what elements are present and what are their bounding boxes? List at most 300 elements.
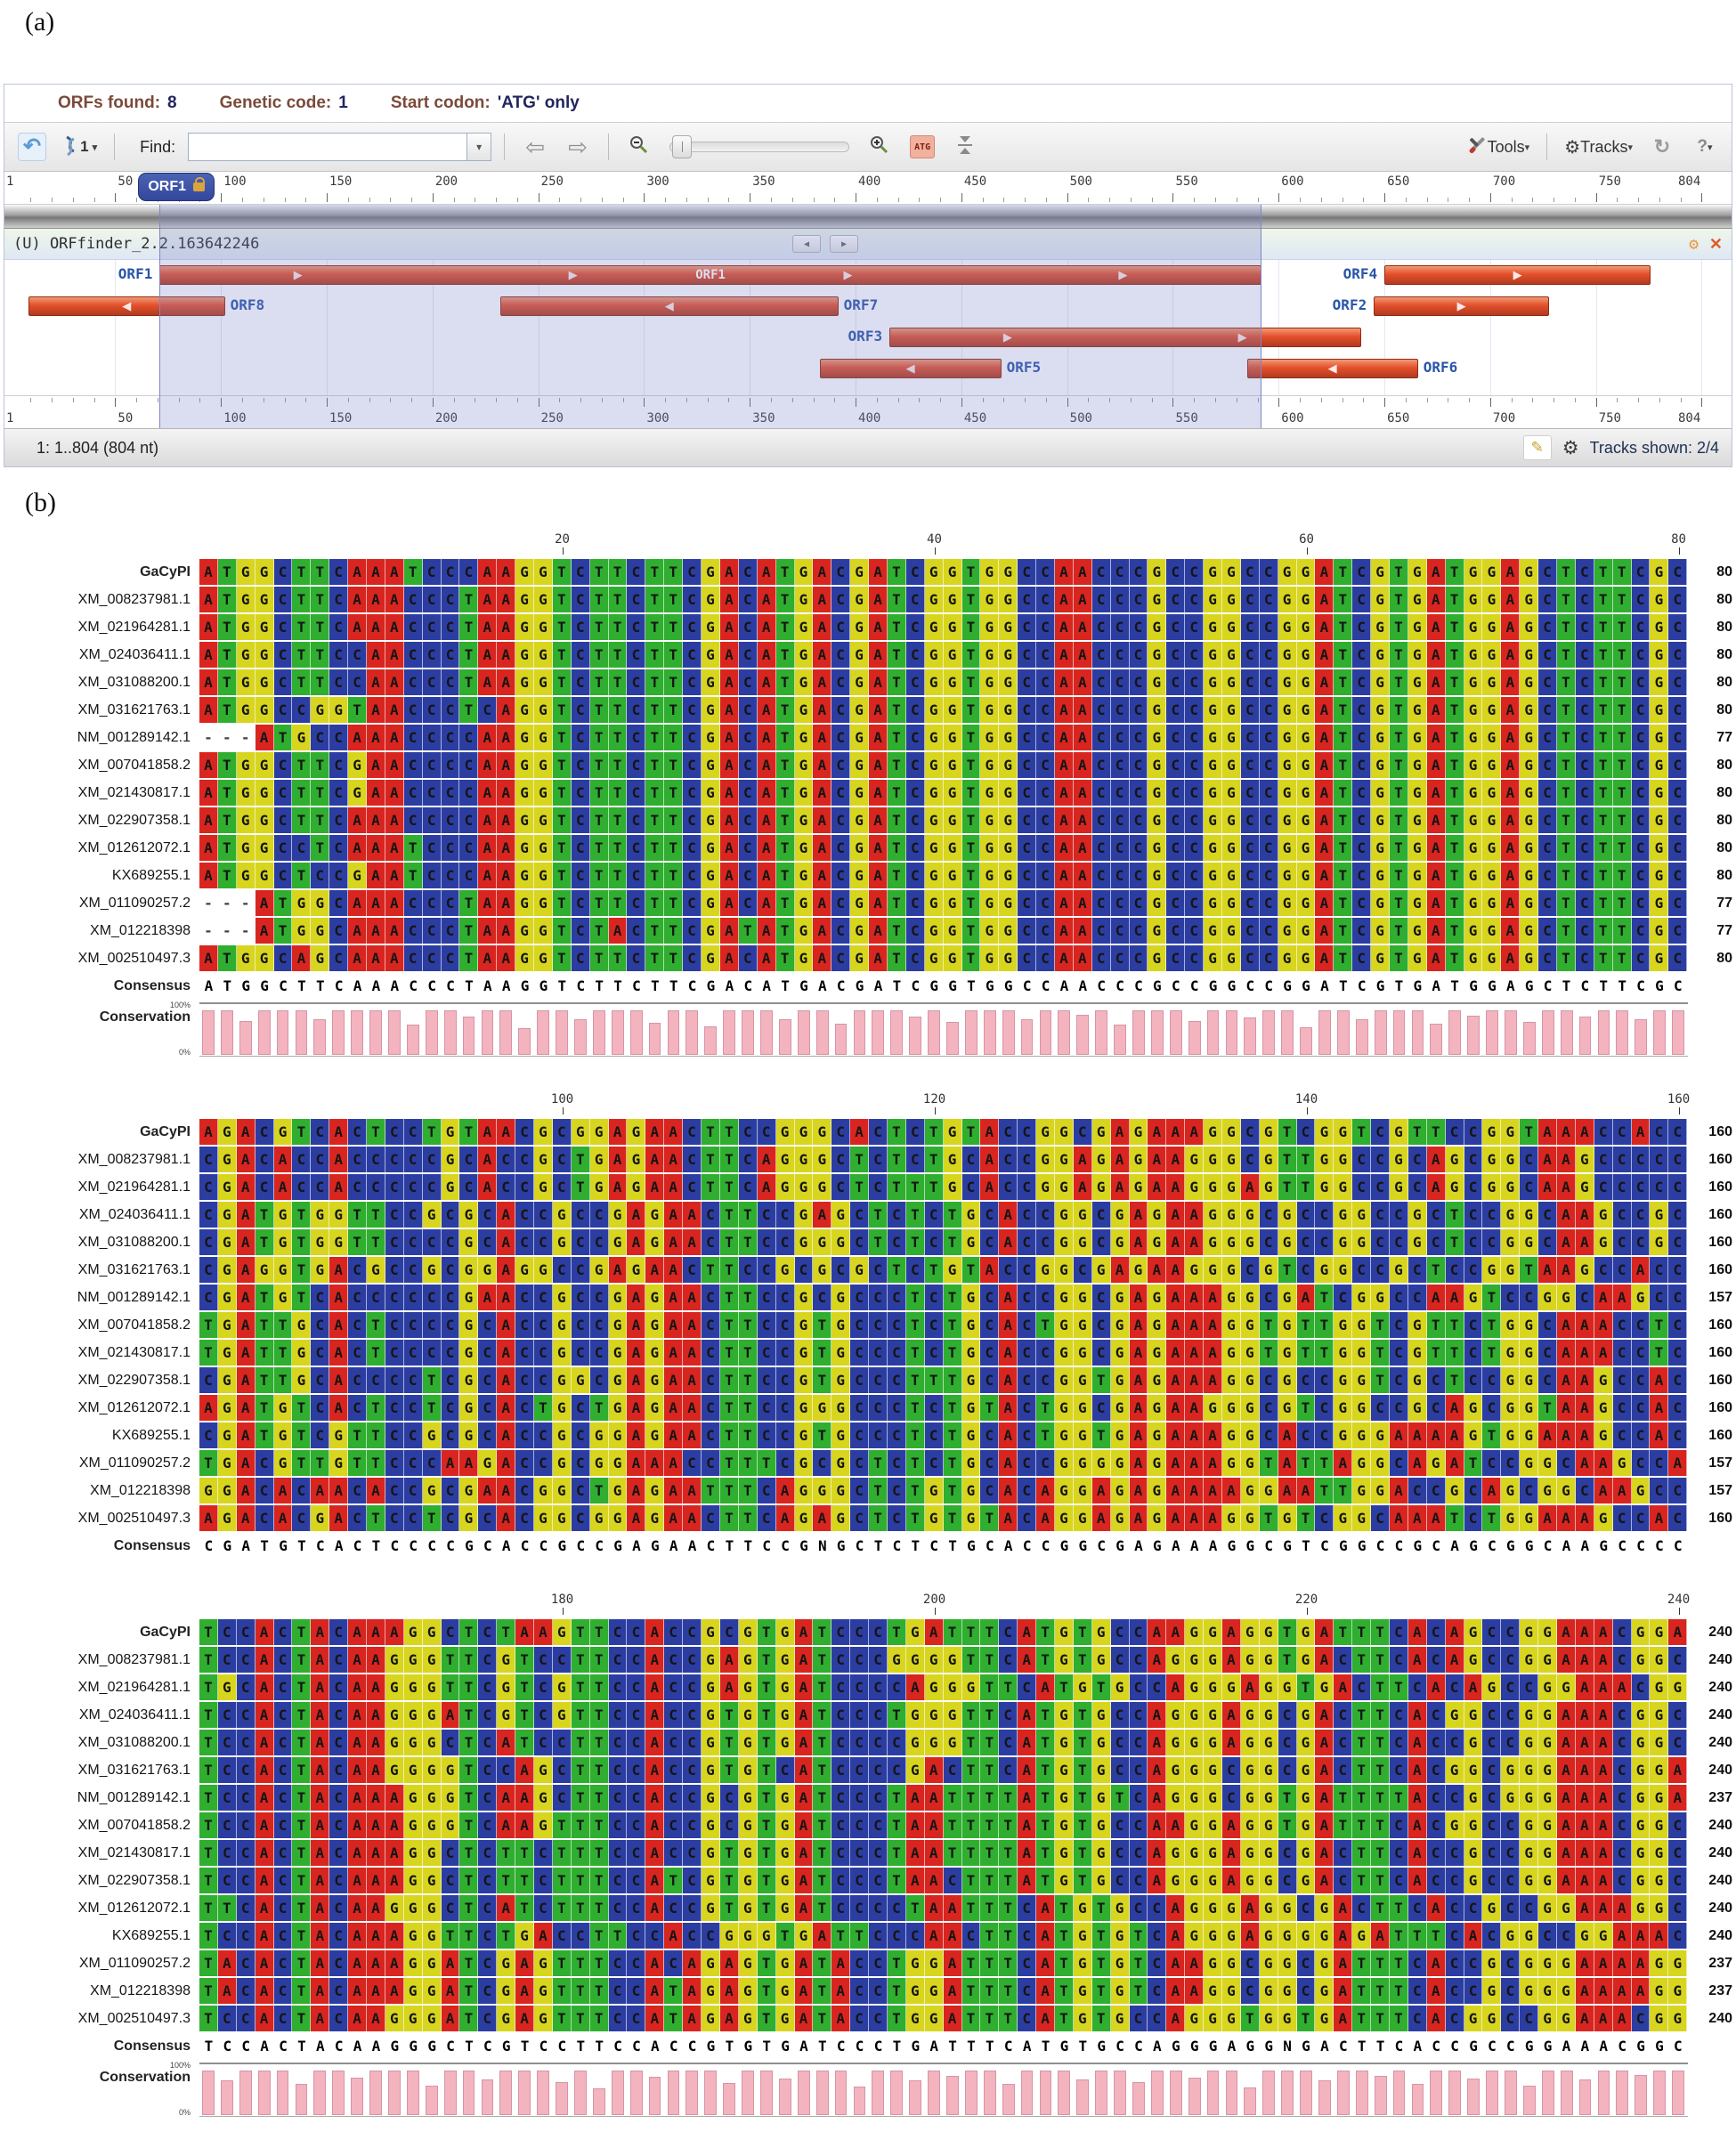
consensus-cell: G (1148, 1533, 1166, 1559)
alignment-cell: C (1092, 697, 1111, 723)
alignment-cell: T (664, 1868, 683, 1893)
alignment-cell: C (348, 1257, 367, 1283)
alignment-cell: C (869, 1757, 888, 1783)
alignment-cell: G (1446, 1757, 1464, 1783)
chevron-down-icon: ▾ (92, 142, 98, 153)
conservation-bar (1002, 1010, 1015, 1055)
tracks-gear-icon[interactable]: ⚙ (1562, 437, 1579, 458)
alignment-cell: T (758, 1674, 776, 1700)
track-close-icon[interactable]: ✕ (1708, 234, 1723, 253)
alignment-cell: T (534, 1395, 553, 1421)
alignment-cell: C (256, 1119, 274, 1145)
alignment-cell: C (1018, 1229, 1036, 1255)
alignment-cell: C (702, 1312, 720, 1338)
orf-bar-orf7[interactable] (500, 296, 839, 316)
sequence-name: GaCyPI (140, 1625, 191, 1640)
undo-button[interactable] (13, 131, 51, 163)
help-menu-button[interactable] (1687, 131, 1723, 163)
alignment-cell: A (664, 1202, 683, 1228)
alignment-cell: C (627, 1895, 645, 1921)
alignment-cell: C (218, 1757, 237, 1783)
track-prev-button[interactable]: ◀ (792, 235, 821, 253)
alignment-cell: A (683, 1340, 702, 1366)
alignment-cell: C (1371, 1174, 1390, 1200)
alignment-block-1 (4, 532, 1732, 1057)
alignment-cell: G (1222, 642, 1241, 668)
zoom-out-button[interactable] (621, 131, 657, 163)
alignment-cell: A (329, 1174, 348, 1200)
alignment-cell: G (1222, 780, 1241, 806)
alignment-cell: C (831, 1702, 850, 1728)
alignment-row (4, 752, 1732, 780)
alignment-cell: T (645, 642, 664, 668)
alignment-cell: G (1260, 1950, 1278, 1976)
alignment-cell: A (1576, 1950, 1594, 1976)
alignment-cell: G (1260, 1147, 1278, 1172)
alignment-cell: A (1427, 1174, 1446, 1200)
alignment-cell: C (831, 642, 850, 668)
alignment-row (4, 1674, 1732, 1702)
alignment-cell: G (1520, 752, 1538, 778)
sequence-name: XM_031621763.1 (77, 1763, 191, 1778)
alignment-cell: G (1260, 1478, 1278, 1504)
alignment-cell: C (348, 1478, 367, 1504)
alignment-cell: G (831, 1367, 850, 1393)
ruler-tick (1131, 198, 1132, 202)
consensus-cell: G (1594, 1533, 1613, 1559)
alignment-cell: T (962, 1840, 981, 1866)
alignment-cell: C (1222, 1757, 1241, 1783)
alignment-cell: G (1464, 1395, 1483, 1421)
alignment-cell: T (609, 890, 628, 916)
alignment-cell: G (1576, 1923, 1594, 1949)
alignment-cell: C (423, 1229, 442, 1255)
zoom-slider-handle[interactable] (672, 135, 692, 158)
alignment-cell: C (1352, 863, 1371, 888)
alignment-cell: C (850, 1840, 869, 1866)
alignment-cell: C (850, 1647, 869, 1673)
alignment-cell: C (1594, 1257, 1613, 1283)
alignment-cell: G (1148, 1229, 1166, 1255)
alignment-cell: A (1074, 697, 1092, 723)
alignment-cell: A (1055, 697, 1074, 723)
orf-bar-orf6[interactable] (1247, 359, 1418, 378)
alignment-cell: G (1371, 780, 1390, 806)
alignment-cell: T (274, 1367, 293, 1393)
alignment-cell: G (1148, 642, 1166, 668)
alignment-cell: G (795, 1285, 814, 1310)
pan-left-button[interactable] (517, 131, 553, 163)
alignment-cell: G (534, 945, 553, 971)
ruler-number: 500 (1069, 411, 1092, 426)
alignment-cell: C (1018, 1674, 1036, 1700)
alignment-cell: A (627, 1285, 645, 1310)
alignment-cell: A (1074, 945, 1092, 971)
alignment-cell: C (1668, 1647, 1687, 1673)
alignment-cell: A (1446, 1422, 1464, 1448)
consensus-cell: G (962, 1533, 981, 1559)
alignment-cell: A (1538, 1505, 1557, 1531)
alignment-cell: T (292, 1202, 311, 1228)
alignment-cell: C (385, 1147, 404, 1172)
conservation-bar (463, 1017, 475, 1055)
alignment-cell: G (1074, 1674, 1092, 1700)
alignment-cell: C (683, 918, 702, 944)
tools-menu-button[interactable] (1462, 131, 1535, 163)
alignment-cell: G (1278, 725, 1297, 750)
alignment-cell: C (1632, 1174, 1651, 1200)
alignment-cell: T (459, 1119, 478, 1145)
alignment-cell: G (645, 1285, 664, 1310)
alignment-cell: G (795, 669, 814, 695)
alignment-cell: T (1650, 1312, 1668, 1338)
alignment-cell: G (1055, 1730, 1074, 1755)
alignment-cell: G (1482, 614, 1501, 640)
alignment-cell: C (627, 559, 645, 585)
alignment-cell: C (1036, 890, 1055, 916)
alignment-cell: A (1613, 1923, 1632, 1949)
alignment-cell: C (999, 1119, 1018, 1145)
strand-select-button[interactable] (58, 131, 101, 163)
alignment-cell: G (256, 587, 274, 612)
alignment-cell: A (1315, 945, 1334, 971)
alignment-cell: A (1576, 1812, 1594, 1838)
alignment-cell: C (256, 1478, 274, 1504)
alignment-cell: G (906, 1730, 925, 1755)
alignment-cell: A (1427, 1422, 1446, 1448)
conservation-bar (1151, 1010, 1164, 1055)
orf-bar-orf4[interactable] (1384, 265, 1651, 285)
alignment-cell: G (1501, 1505, 1520, 1531)
alignment-cell: G (423, 1202, 442, 1228)
alignment-cell: C (1260, 807, 1278, 833)
arrow-left-icon: ◀ (905, 361, 915, 375)
alignment-cell: C (1130, 1647, 1148, 1673)
alignment-cell: C (1018, 1367, 1036, 1393)
alignment-cell: A (758, 1147, 776, 1172)
alignment-cell: C (1632, 1147, 1651, 1172)
alignment-cell: T (1390, 863, 1408, 888)
ruler-number: 550 (1175, 411, 1198, 426)
alignment-cell: A (683, 1978, 702, 2004)
alignment-cell: G (1148, 807, 1166, 833)
orf-bar-orf8[interactable] (28, 296, 225, 316)
alignment-cell: T (459, 1923, 478, 1949)
alignment-cell: T (590, 1840, 609, 1866)
alignment-cell: T (888, 725, 906, 750)
alignment-cell: A (1408, 1730, 1427, 1755)
alignment-cell: C (1538, 807, 1557, 833)
alignment-cell: C (1185, 780, 1204, 806)
alignment-cell: G (1632, 1785, 1651, 1811)
alignment-cell: G (1334, 1395, 1352, 1421)
alignment-cell: A (1446, 1395, 1464, 1421)
alignment-cell: G (962, 1505, 981, 1531)
alignment-cell: G (1185, 1923, 1204, 1949)
ruler-tick (327, 398, 328, 407)
alignment-row (4, 1505, 1732, 1533)
alignment-cell: T (1278, 1812, 1297, 1838)
alignment-cell: T (292, 1950, 311, 1976)
alignment-cell: T (1036, 1647, 1055, 1673)
consensus-cell: A (311, 2033, 329, 2059)
alignment-cell: G (831, 1478, 850, 1504)
alignment-cell: C (850, 2006, 869, 2031)
alignment-cell: T (776, 890, 795, 916)
alignment-cell: T (1371, 1367, 1390, 1393)
alignment-cell: G (1148, 1505, 1166, 1531)
conservation-bar (1076, 1015, 1089, 1055)
orf1-marker[interactable] (138, 173, 215, 201)
alignment-cell: A (199, 642, 218, 668)
consensus-cell: A (1446, 1533, 1464, 1559)
alignment-cell: G (553, 1422, 572, 1448)
row-end-position: 160 (1708, 1317, 1732, 1333)
alignment-cell: G (1334, 1367, 1352, 1393)
alignment-cell: C (1260, 614, 1278, 640)
fit-vertical-button[interactable] (947, 131, 983, 163)
alignment-cell: - (218, 918, 237, 944)
alignment-cell: C (1371, 1147, 1390, 1172)
alignment-cell: T (311, 669, 329, 695)
alignment-cell: T (292, 1674, 311, 1700)
zoom-in-button[interactable] (862, 131, 897, 163)
alignment-cell: A (869, 697, 888, 723)
sequence-cells (199, 918, 1688, 945)
sequence-name: XM_031088200.1 (77, 675, 191, 690)
sequence-cells (199, 1674, 1688, 1702)
find-input[interactable] (188, 133, 466, 161)
alignment-cell: A (1315, 642, 1334, 668)
conservation-bar (369, 1010, 382, 1055)
alignment-cell: A (348, 1757, 367, 1783)
alignment-cell: T (944, 1285, 962, 1310)
refresh-button[interactable] (1644, 131, 1680, 163)
alignment-cell: A (720, 1674, 739, 1700)
alignment-cell: G (1074, 1478, 1092, 1504)
alignment-cell: G (1055, 1757, 1074, 1783)
alignment-cell: T (572, 1785, 590, 1811)
alignment-cell: G (404, 1840, 423, 1866)
alignment-cell: T (199, 1702, 218, 1728)
alignment-cell: T (274, 918, 293, 944)
ruler-tick (496, 198, 497, 202)
alignment-cell: A (1557, 1505, 1576, 1531)
alignment-cell: C (478, 1422, 497, 1448)
alignment-cell: G (1482, 890, 1501, 916)
conservation-bar (1207, 2071, 1220, 2115)
alignment-cell: G (256, 863, 274, 888)
alignment-cell: G (1650, 697, 1668, 723)
consensus-cell: G (702, 2033, 720, 2059)
consensus-cell: C (1371, 1533, 1390, 1559)
tracks-menu-button[interactable] (1560, 131, 1637, 163)
sequence-bar[interactable] (4, 205, 1732, 229)
alignment-cell: G (1297, 918, 1316, 944)
track-next-button[interactable]: ▶ (830, 235, 858, 253)
alignment-cell: T (1352, 1702, 1371, 1728)
alignment-cell: T (944, 1395, 962, 1421)
conservation-bar (742, 1010, 754, 1055)
orf-bar-orf2[interactable] (1374, 296, 1549, 316)
ruler-tick (898, 398, 899, 402)
alignment-cell: A (944, 1950, 962, 1976)
alignment-cell: T (888, 1978, 906, 2004)
alignment-cell: T (1390, 1950, 1408, 1976)
orf-bar-orf1[interactable] (159, 265, 1261, 285)
alignment-cell: T (497, 1619, 515, 1645)
alignment-cell: A (1185, 1478, 1204, 1504)
lock-icon (193, 182, 205, 191)
alignment-cell: C (702, 1450, 720, 1476)
alignment-cell: A (497, 1285, 515, 1310)
alignment-cell: G (944, 1730, 962, 1755)
alignment-cell: A (1315, 1785, 1334, 1811)
alignment-cell: T (553, 697, 572, 723)
alignment-cell: C (1315, 1367, 1334, 1393)
alignment-cell: C (1018, 1478, 1036, 1504)
alignment-cell: G (1501, 1119, 1520, 1145)
alignment-cell: T (1520, 1257, 1538, 1283)
alignment-cell: G (1501, 1478, 1520, 1504)
alignment-cell: T (720, 1422, 739, 1448)
alignment-cell: T (199, 2006, 218, 2031)
alignment-cell: T (459, 1702, 478, 1728)
alignment-row (4, 2006, 1732, 2033)
alignment-cell: G (1371, 752, 1390, 778)
find-dropdown-button[interactable] (466, 133, 491, 161)
alignment-cell: C (1446, 1257, 1464, 1283)
alignment-cell: G (1222, 669, 1241, 695)
alignment-cell: C (1130, 669, 1148, 695)
alignment-cell: G (962, 1367, 981, 1393)
alignment-cell: T (999, 1868, 1018, 1893)
alignment-cell: G (702, 1647, 720, 1673)
edit-pencil-icon[interactable]: ✎ (1523, 435, 1552, 460)
alignment-cell: T (1390, 697, 1408, 723)
alignment-ruler-number: 220 (1294, 1593, 1318, 1607)
alignment-cell: G (237, 559, 256, 585)
alignment-cell: A (1334, 1978, 1352, 2004)
alignment-ruler (4, 532, 1732, 559)
alignment-cell: T (1334, 890, 1352, 916)
orf-bar-orf5[interactable] (820, 359, 1002, 378)
alignment-cell: T (1371, 1950, 1390, 1976)
alignment-cell: C (1632, 1367, 1651, 1393)
alignment-cell: C (572, 863, 590, 888)
alignment-cell: C (442, 697, 460, 723)
alignment-cell: C (515, 1229, 534, 1255)
alignment-row (4, 1285, 1732, 1312)
alignment-cell: A (1185, 1422, 1204, 1448)
alignment-cell: G (1371, 697, 1390, 723)
conservation-bar (202, 2071, 215, 2115)
alignment-cell: C (888, 1285, 906, 1310)
alignment-cell: G (1204, 1702, 1222, 1728)
pan-right-button[interactable] (560, 131, 596, 163)
alignment-cell: G (442, 1174, 460, 1200)
alignment-cell: G (795, 1395, 814, 1421)
alignment-cell: G (1278, 1312, 1297, 1338)
alignment-cell: C (442, 835, 460, 861)
alignment-cell: C (1185, 807, 1204, 833)
alignment-cell: G (739, 2006, 758, 2031)
ruler-tick (411, 198, 412, 202)
alignment-cell: G (218, 1147, 237, 1172)
alignment-cell: C (1538, 752, 1557, 778)
alignment-cell: A (1092, 1505, 1111, 1531)
consensus-cell: A (329, 1533, 348, 1559)
alignment-row (4, 1340, 1732, 1367)
alignment-cell: G (1557, 1674, 1576, 1700)
alignment-cell: C (534, 1422, 553, 1448)
alignment-cell: G (1464, 890, 1483, 916)
alignment-cell: C (590, 1340, 609, 1366)
alignment-cell: C (292, 1505, 311, 1531)
alignment-cell: G (1501, 1785, 1520, 1811)
alignment-cell: G (459, 1395, 478, 1421)
alignment-cell: G (925, 807, 944, 833)
zoom-slider[interactable] (669, 142, 849, 152)
alignment-cell: T (1074, 1840, 1092, 1866)
conservation-bar (1356, 2071, 1368, 2115)
atg-track-button[interactable] (905, 131, 940, 163)
alignment-cell: G (237, 835, 256, 861)
track-config-gear-icon[interactable]: ⚙ (1689, 234, 1699, 254)
alignment-cell: G (1111, 1674, 1130, 1700)
alignment-cell: A (1074, 752, 1092, 778)
ruler-tick (771, 398, 772, 402)
alignment-cell: A (1594, 1868, 1613, 1893)
alignment-cell: G (553, 1285, 572, 1310)
alignment-cell: C (1464, 1978, 1483, 2004)
alignment-cell: A (1055, 559, 1074, 585)
alignment-cell: C (1482, 1868, 1501, 1893)
alignment-cell: G (1352, 1229, 1371, 1255)
alignment-cell: C (925, 1229, 944, 1255)
alignment-cell: A (367, 863, 385, 888)
consensus-cell: C (831, 973, 850, 999)
ruler-number: 300 (646, 411, 669, 426)
ruler-number: 150 (329, 411, 353, 426)
alignment-cell: T (906, 1229, 925, 1255)
sequence-cells (199, 1340, 1688, 1367)
alignment-cell: G (1055, 1619, 1074, 1645)
alignment-cell: C (758, 1395, 776, 1421)
ruler-tick (1638, 198, 1639, 202)
alignment-cell: C (1464, 1147, 1483, 1172)
alignment-cell: G (256, 807, 274, 833)
alignment-cell: A (1166, 1202, 1185, 1228)
consensus-cell: C (1668, 973, 1687, 999)
alignment-cell: A (367, 780, 385, 806)
alignment-cell: G (1538, 1730, 1557, 1755)
alignment-cell: G (813, 1395, 831, 1421)
alignment-cell: T (590, 807, 609, 833)
row-end-position: 80 (1716, 785, 1732, 800)
orf-bar-orf3[interactable] (889, 328, 1360, 347)
alignment-cell: T (553, 1950, 572, 1976)
conservation-bar (277, 1010, 289, 1055)
alignment-cell: C (869, 1785, 888, 1811)
alignment-cell: C (776, 1285, 795, 1310)
alignment-cell: A (906, 1840, 925, 1866)
alignment-cell: A (813, 752, 831, 778)
alignment-cell: G (1352, 1422, 1371, 1448)
consensus-cell: T (664, 973, 683, 999)
alignment-cell: A (1632, 1257, 1651, 1283)
alignment-cell: C (1334, 1840, 1352, 1866)
